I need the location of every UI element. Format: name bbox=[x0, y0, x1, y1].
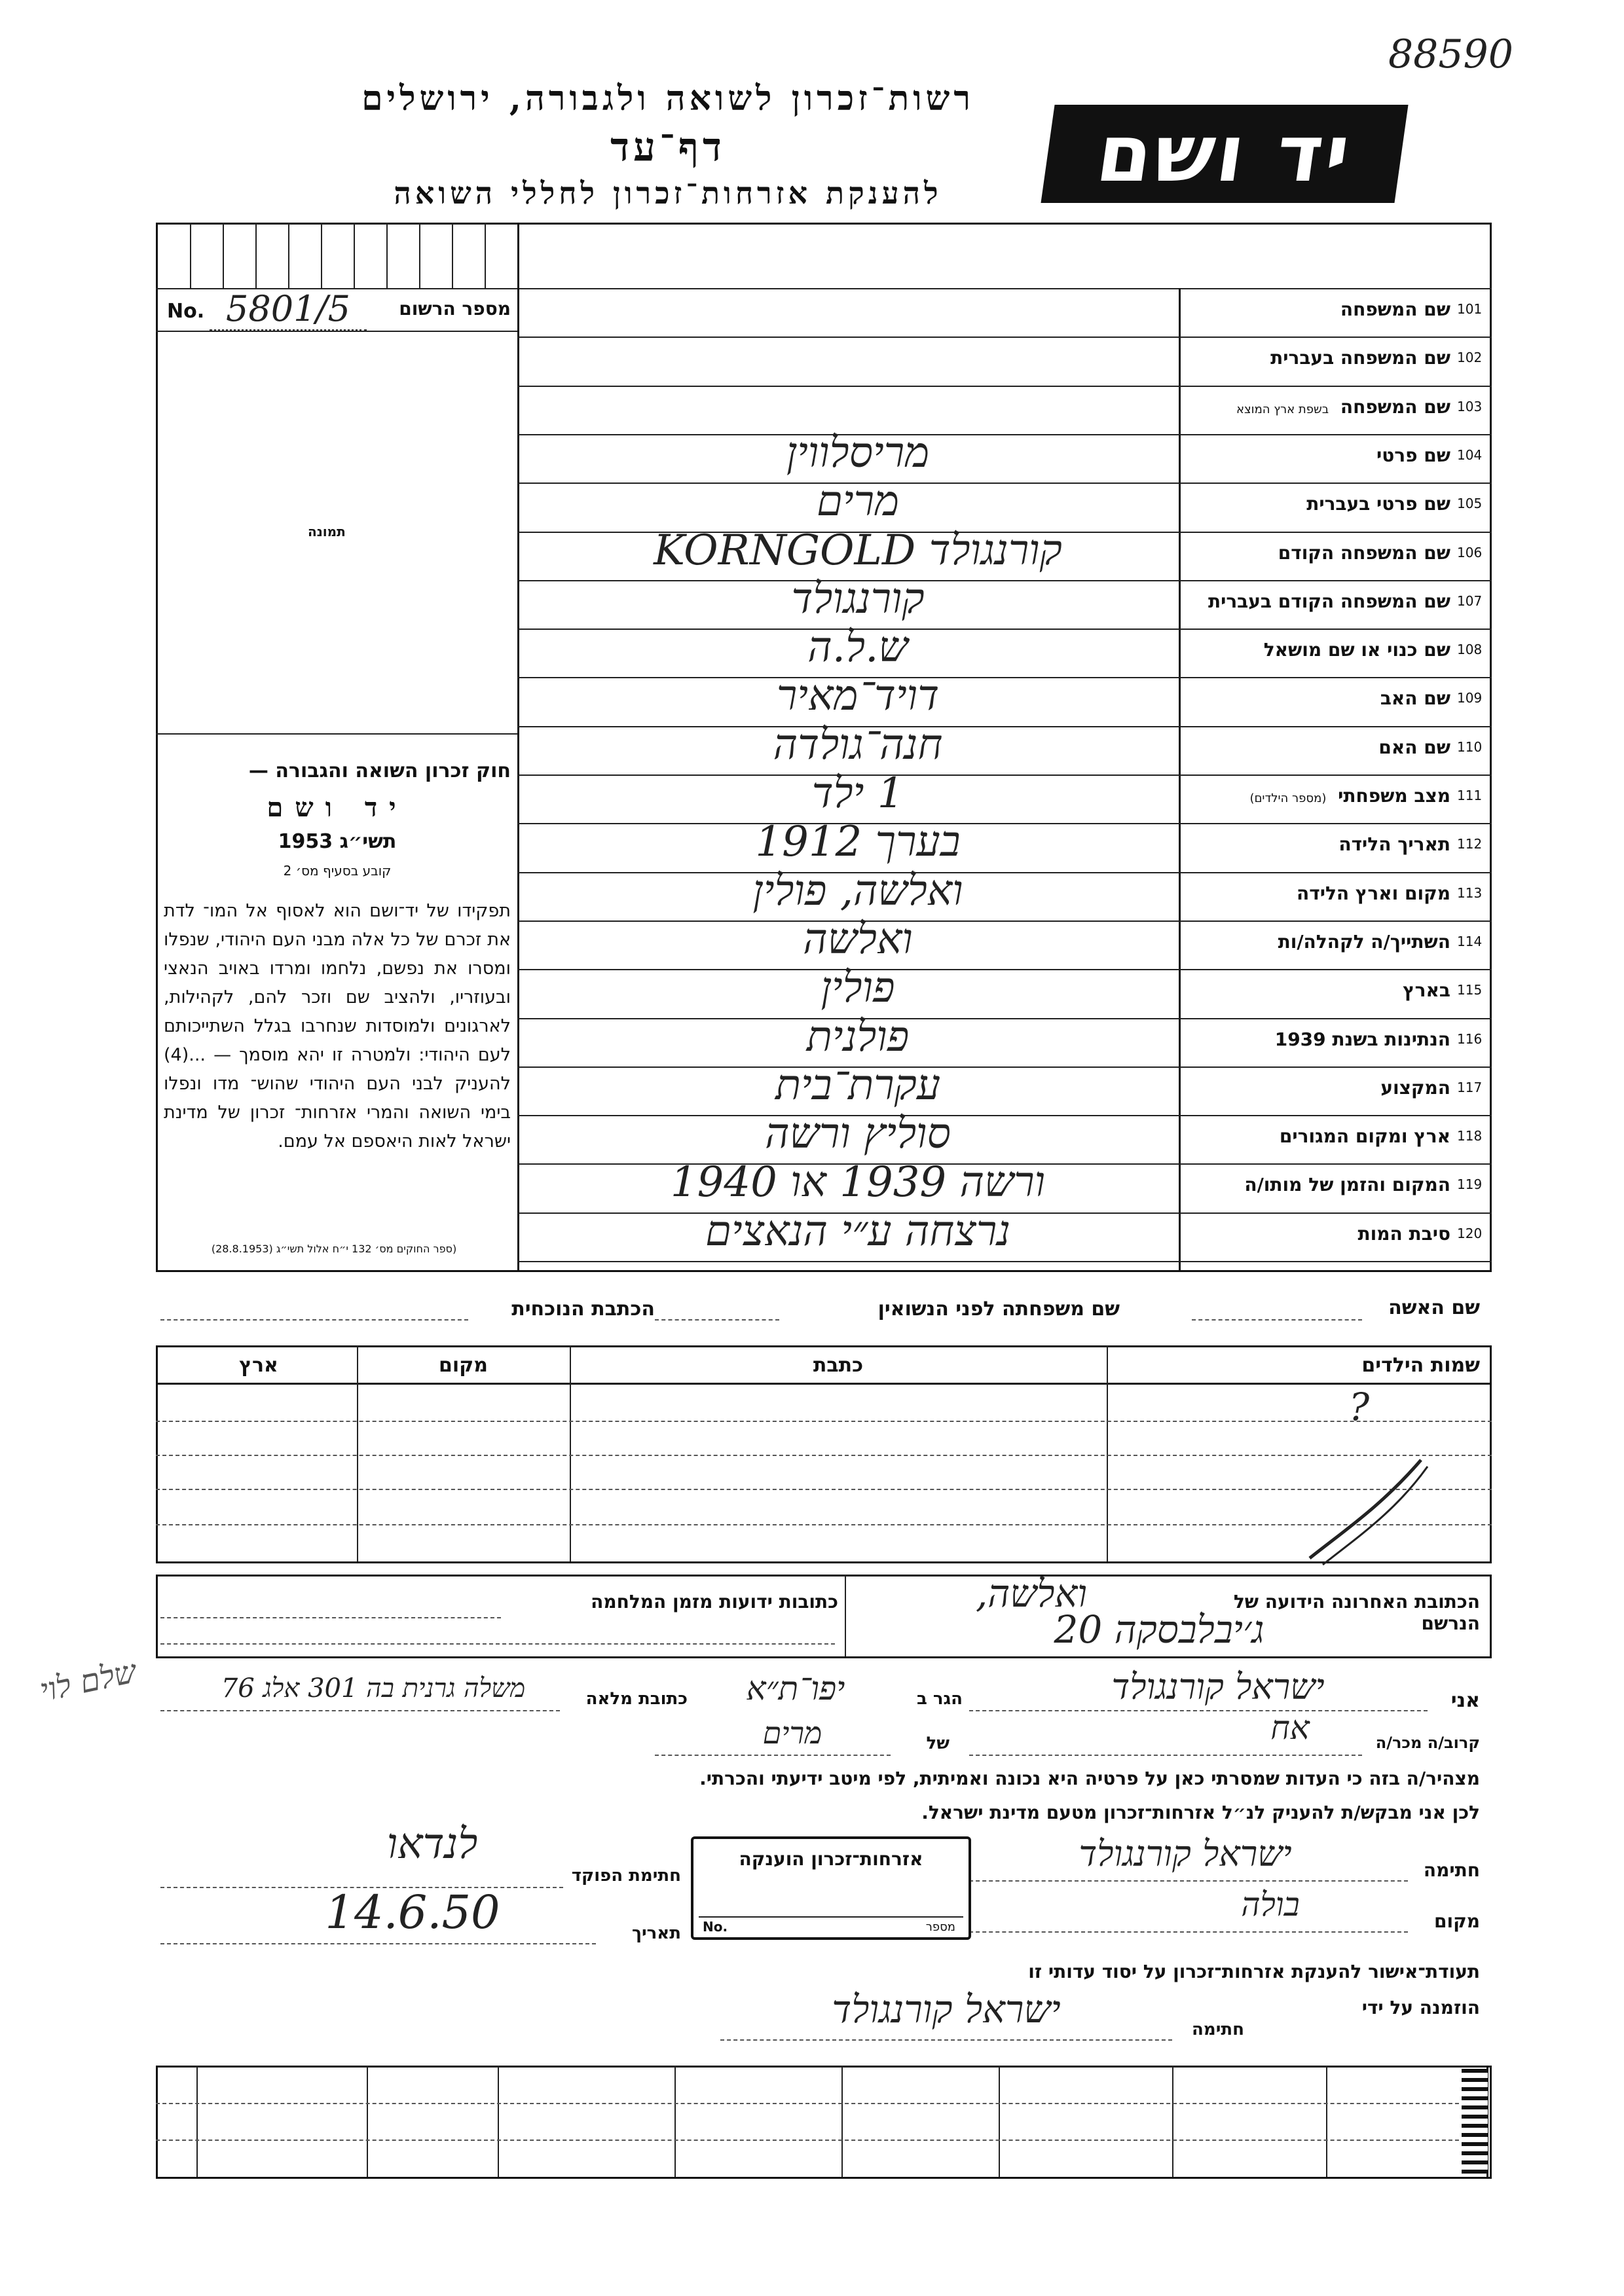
header-subtitle: להענקת אזרחות־זכרון לחללי השואה bbox=[394, 175, 942, 211]
field-label bbox=[1185, 1223, 1450, 1245]
stamp-no-label: No. bbox=[703, 1919, 728, 1935]
field-value: בערך 1912 bbox=[755, 818, 961, 867]
date-value: 14.6.50 bbox=[325, 1886, 500, 1939]
field-label-text: תאריך הלידה bbox=[1338, 833, 1450, 856]
field-label-text: בארץ bbox=[1403, 979, 1450, 1002]
field-label-text: המקצוע bbox=[1380, 1076, 1450, 1099]
field-label-text: שם המשפחה bbox=[1340, 395, 1450, 418]
resides-value: יפו־ת״א bbox=[746, 1669, 845, 1707]
last-address-value-1: ואלשה, bbox=[975, 1571, 1088, 1616]
wartime-address-label: כתובות ידועות מזמן המלחמה bbox=[591, 1591, 838, 1613]
field-number: 118 bbox=[1457, 1128, 1483, 1144]
field-label bbox=[1185, 493, 1450, 515]
header-institution: רשות־זכרון לשואה ולגבורה, ירושלים bbox=[361, 79, 974, 118]
field-value: קורנגולד bbox=[791, 574, 925, 623]
field-label-text: הנתינות בשנת 1939 bbox=[1274, 1028, 1450, 1050]
field-value: סוליץ ורשה bbox=[765, 1110, 951, 1159]
field-label-text: שם המשפחה bbox=[1340, 299, 1450, 320]
field-number: 101 bbox=[1457, 301, 1483, 317]
field-value: 1 ילד bbox=[811, 769, 904, 818]
strike-through-stroke bbox=[1303, 1453, 1434, 1571]
field-number: 111 bbox=[1457, 788, 1483, 803]
current-address-label: הכתבת הנוכחית bbox=[511, 1298, 655, 1321]
field-number: 117 bbox=[1457, 1079, 1483, 1095]
field-label-text: שם המשפחה הקודם בעברית bbox=[1208, 590, 1450, 612]
stamp-title: אזרחות־זכרון הוענקה bbox=[739, 1848, 923, 1870]
field-value: ואלשה bbox=[803, 915, 913, 964]
field-label bbox=[1185, 883, 1450, 904]
citizenship-stamp-box bbox=[691, 1836, 971, 1940]
certificate-signature: ישראל קורנגולד bbox=[832, 1987, 1061, 2032]
field-value: נרצחה ע״י הנאצים bbox=[705, 1207, 1011, 1256]
field-number: 120 bbox=[1457, 1225, 1483, 1241]
field-label bbox=[1185, 1125, 1450, 1147]
field-label bbox=[1185, 1077, 1450, 1099]
law-body: תפקידו של יד־ושם הוא לאסוף אל המו־ לדת את זכרם של כל אלה מבני העם היהודי, שנפלו ומסרו את נפשם, נלחמו ומרדו באויב הנאצי ובעוזריו, ולהציב שם וזכר להם, לקהילות, לארגונים ולמוסדות שנחרבו בגלל השתייכותם לעם היהודי: ולמטרה זו יהא מוסמך — ...(4) להעניק לבני העם היהודי שהוש־ מדו ונפלו בימי השואה והמרי אזרחות־ זכרון של מדינת ישראל לאות היאספם אל עמם. bbox=[164, 901, 511, 1152]
field-number: 104 bbox=[1457, 446, 1483, 463]
stamp-number-label: מספר bbox=[925, 1920, 955, 1934]
field-label-text: שם המשפחה הקודם bbox=[1278, 541, 1450, 564]
of-label: של bbox=[926, 1734, 950, 1753]
field-number: 105 bbox=[1457, 496, 1483, 512]
field-label-text: ארץ ומקום המגורים bbox=[1279, 1125, 1450, 1148]
field-label bbox=[1185, 542, 1450, 564]
field-label bbox=[1185, 979, 1450, 1001]
field-number: 115 bbox=[1457, 982, 1483, 998]
field-value: עקרת־בית bbox=[775, 1061, 941, 1110]
field-label-text: שם המשפחה בעברית bbox=[1270, 347, 1450, 369]
field-value: פולנית bbox=[806, 1012, 910, 1061]
field-label-text: שם פרטי bbox=[1376, 444, 1450, 466]
field-number: 106 bbox=[1457, 544, 1483, 560]
field-number: 102 bbox=[1457, 350, 1483, 366]
field-value: מרים bbox=[816, 477, 900, 526]
form-code-strip bbox=[1462, 2069, 1488, 2174]
field-value: פולין bbox=[821, 964, 895, 1013]
law-source: (ספר החוקים מס׳ 132 י״ח אלול תשי״ג (28.8.1953) bbox=[211, 1243, 457, 1255]
field-label-text: שם כנוי או שם מושאל bbox=[1263, 639, 1450, 661]
place-value: בולה bbox=[1241, 1886, 1300, 1923]
field-value: מריסלווין bbox=[786, 428, 930, 477]
archive-number: 88590 bbox=[1388, 31, 1513, 77]
wife-label: שם האשה bbox=[1388, 1296, 1480, 1319]
field-label bbox=[1185, 687, 1450, 709]
certificate-line-1: תעודת־אישור להענקת אזרחות־זכרון על יסוד עדותי זו bbox=[1028, 1961, 1480, 1982]
place-label: מקום bbox=[1434, 1910, 1480, 1932]
field-label-text: שם פרטי בעברית bbox=[1306, 493, 1450, 515]
field-number: 103 bbox=[1457, 398, 1483, 414]
child-name-1: ? bbox=[1349, 1385, 1370, 1429]
field-label-text: מקום וארץ הלידה bbox=[1297, 882, 1450, 904]
field-label-note: בשפת ארץ המוצא bbox=[1236, 402, 1329, 416]
of-value: מרים bbox=[762, 1715, 822, 1751]
certificate-line-2: הוזמנה על ידי bbox=[1361, 1997, 1480, 2018]
law-title: חוק זכרון השואה והגבורה — bbox=[248, 759, 511, 782]
registry-no-label: No. bbox=[167, 300, 205, 323]
header-form-title: דף־עד bbox=[610, 124, 726, 170]
maiden-name-label: שם משפחתה לפני הנשואין bbox=[877, 1298, 1120, 1321]
law-clause: קובע בסעיף מס׳ 2 bbox=[283, 863, 392, 879]
field-label bbox=[1185, 639, 1450, 661]
signature-label: חתימה bbox=[1423, 1859, 1480, 1881]
law-name: יד ושם bbox=[267, 792, 408, 823]
photo-label: תמונה bbox=[308, 524, 346, 539]
statement-line-1: מצהיר/ה בזה כי העדות שמסרתי כאן על פרטיה היא נכונה ואמיתית, לפי מיטב ידיעתי והכרתי. bbox=[699, 1768, 1480, 1789]
registry-label: מספר הרשום bbox=[399, 298, 511, 319]
certificate-signature-label: חתימה bbox=[1192, 2020, 1244, 2039]
resides-label: הגר ב bbox=[916, 1689, 963, 1709]
field-label bbox=[1185, 1029, 1450, 1050]
field-label-text: שם האב bbox=[1380, 687, 1450, 710]
field-number: 116 bbox=[1457, 1030, 1483, 1047]
field-number: 107 bbox=[1457, 592, 1483, 609]
field-label-text: שם האם bbox=[1378, 736, 1450, 758]
field-value: דויד־מאיר bbox=[776, 672, 940, 721]
children-header-place: מקום bbox=[439, 1354, 488, 1377]
registry-number: 5801/5 bbox=[210, 288, 367, 331]
declarant-signature: ישראל קורנגולד bbox=[1079, 1833, 1292, 1874]
field-label bbox=[1185, 737, 1450, 758]
field-label bbox=[1185, 347, 1450, 369]
field-value: ורשה 1939 או 1940 bbox=[670, 1158, 1046, 1207]
field-label bbox=[1185, 1174, 1450, 1195]
relation-label: קרוב/ה מכר/ה bbox=[1375, 1734, 1480, 1752]
date-label: תאריך bbox=[631, 1923, 681, 1943]
last-address-value-2: ג׳יבלבסקה 20 bbox=[1054, 1607, 1264, 1652]
field-value: ואלשה, פולין bbox=[752, 866, 963, 915]
field-label-text: מצב משפחתי bbox=[1338, 785, 1450, 807]
field-label-note: (מספר הילדים) bbox=[1249, 792, 1327, 805]
field-number: 108 bbox=[1457, 642, 1483, 658]
field-label bbox=[1185, 833, 1450, 855]
children-header-address: כתבת bbox=[813, 1354, 864, 1377]
full-address-label: כתובת מלאה bbox=[585, 1689, 688, 1709]
field-label bbox=[1185, 299, 1450, 320]
field-value: ש.ל.ה bbox=[807, 623, 908, 672]
field-label bbox=[1185, 396, 1450, 418]
relation-value: אח bbox=[1270, 1709, 1310, 1747]
law-year: תשי״ג 1953 bbox=[278, 830, 397, 853]
last-address-label: הכתובת האחרונה הידועה של הנרשם bbox=[1233, 1591, 1480, 1634]
field-label bbox=[1185, 591, 1450, 612]
field-number: 112 bbox=[1457, 836, 1483, 852]
declarant-i-label: אני bbox=[1450, 1689, 1480, 1712]
full-address-value: משלה גרנית בה 301 אלג 76 bbox=[221, 1673, 526, 1704]
logo-text: יד ושם bbox=[1091, 108, 1358, 200]
field-label bbox=[1185, 785, 1450, 807]
statement-line-2: לכן אני מבקש/ת להעניק לנ״ל אזרחות־זכרון מטעם מדינת ישראל. bbox=[921, 1802, 1480, 1823]
field-value: חנה־גולדה bbox=[773, 720, 943, 769]
field-label bbox=[1185, 931, 1450, 953]
officer-signature: לנדאו bbox=[386, 1820, 478, 1868]
field-label-text: סיבת המות bbox=[1357, 1222, 1450, 1245]
field-number: 109 bbox=[1457, 690, 1483, 706]
field-value: קורנגולד KORNGOLD bbox=[654, 526, 1062, 575]
field-number: 119 bbox=[1457, 1176, 1483, 1193]
officer-signature-label: חתימת הפוקד bbox=[571, 1866, 681, 1886]
children-header-country: ארץ bbox=[239, 1354, 278, 1377]
field-label bbox=[1185, 445, 1450, 466]
yad-vashem-logo bbox=[1041, 105, 1408, 203]
field-number: 114 bbox=[1457, 933, 1483, 949]
field-number: 110 bbox=[1457, 738, 1483, 755]
field-label-text: המקום והזמן של מותו/ה bbox=[1244, 1174, 1450, 1196]
field-number: 113 bbox=[1457, 884, 1483, 901]
children-header-names: שמות הילדים bbox=[1361, 1354, 1480, 1377]
declarant-name: ישראל קורנגולד bbox=[1111, 1666, 1325, 1707]
field-label-text: השתייך/ה לקהלה/ות bbox=[1278, 930, 1450, 953]
margin-note: שלם לוי bbox=[36, 1653, 140, 1709]
